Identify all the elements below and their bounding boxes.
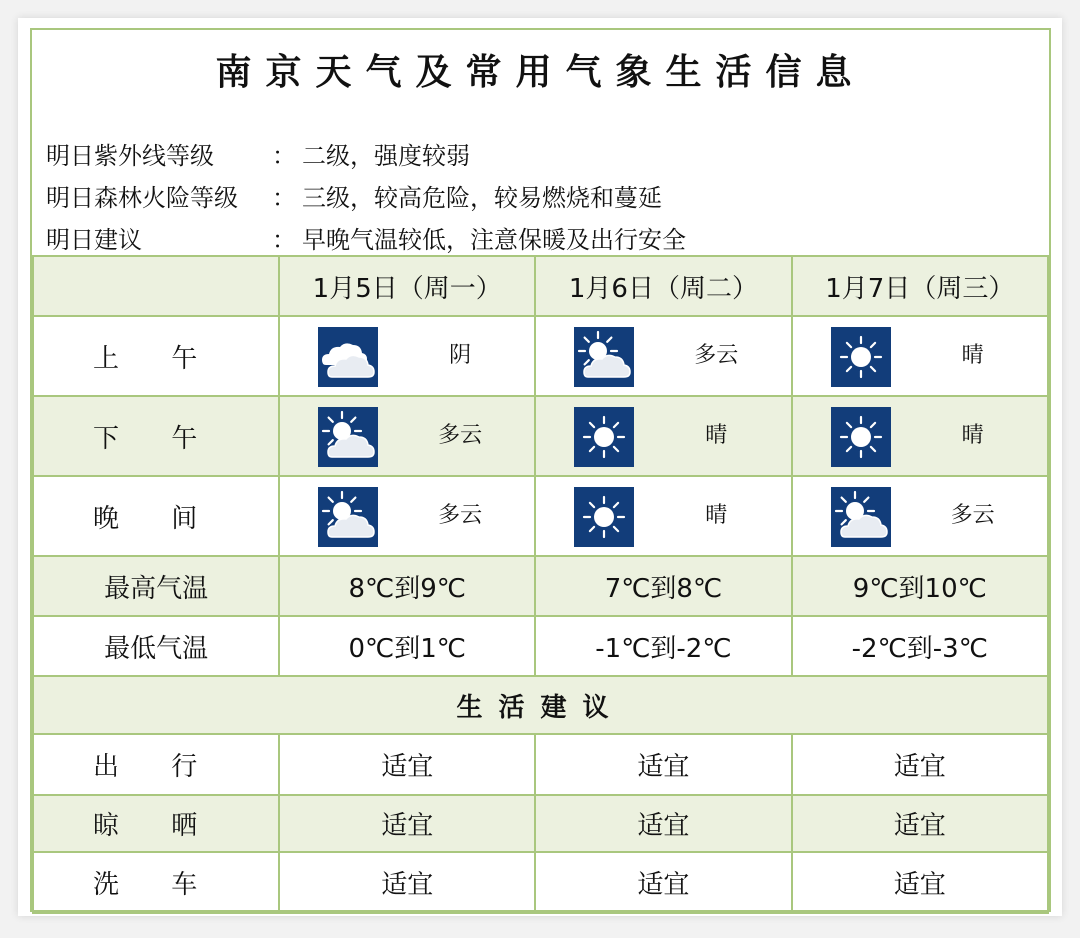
weather-entry: [793, 317, 1047, 395]
weather-frame: [30, 28, 1051, 912]
period-label: 晚 间: [33, 476, 279, 556]
section-title: 生活建议: [33, 676, 1048, 734]
weather-entry: [280, 477, 534, 555]
temp-label: 最高气温: [33, 556, 279, 616]
weather-cell: [279, 476, 535, 556]
temp-value: 0℃到1℃: [279, 616, 535, 676]
weather-cell: [279, 316, 535, 396]
info-colon: ：: [272, 142, 296, 170]
weather-text: 阴: [449, 343, 472, 368]
sunny-icon: [574, 487, 634, 547]
weather-cell: [792, 316, 1048, 396]
info-value: 早晚气温较低，注意保暖及出行安全: [302, 226, 686, 254]
date-header-row: [33, 256, 1048, 316]
weather-text: 多云: [950, 503, 995, 528]
info-label: 明日森林火险等级: [46, 184, 238, 212]
info-value: 二级，强度较弱: [302, 142, 470, 170]
partly-cloudy-icon: [831, 487, 891, 547]
temp-label: 最低气温: [33, 616, 279, 676]
weather-text: 晴: [961, 343, 984, 368]
weather-cell: [535, 396, 791, 476]
info-value: 三级，较高危险，较易燃烧和蔓延: [302, 184, 662, 212]
advice-value: 适宜: [535, 734, 791, 795]
advice-value: 适宜: [792, 795, 1048, 852]
temp-value: 7℃到8℃: [535, 556, 791, 616]
temp-value: -2℃到-3℃: [792, 616, 1048, 676]
max-temp-row: [33, 556, 1048, 616]
cloudy-icon: [318, 327, 378, 387]
advice-row-travel: [33, 734, 1048, 795]
advice-value: 适宜: [535, 852, 791, 913]
weather-entry: [536, 477, 790, 555]
weather-entry: [536, 397, 790, 475]
weather-entry: [280, 397, 534, 475]
weather-text: 晴: [961, 423, 984, 448]
partly-cloudy-icon: [318, 407, 378, 467]
advice-value: 适宜: [279, 795, 535, 852]
weather-entry: [793, 397, 1047, 475]
period-label: 上 午: [33, 316, 279, 396]
weather-entry: [280, 317, 534, 395]
advice-label: 晾 晒: [33, 795, 279, 852]
info-colon: ：: [272, 184, 296, 212]
date-cell: 1月7日（周三）: [792, 256, 1048, 316]
sunny-icon: [831, 327, 891, 387]
corner-cell: [33, 256, 279, 316]
weather-entry: [536, 317, 790, 395]
page-title: 南京天气及常用气象生活信息: [215, 52, 866, 93]
temp-value: -1℃到-2℃: [535, 616, 791, 676]
info-label: 明日紫外线等级: [46, 142, 214, 170]
weather-cell: [535, 476, 791, 556]
weather-cell: [792, 476, 1048, 556]
weather-text: 晴: [705, 423, 728, 448]
period-row-afternoon: [33, 396, 1048, 476]
weather-text: 多云: [438, 503, 483, 528]
sunny-icon: [574, 407, 634, 467]
advice-value: 适宜: [792, 852, 1048, 913]
weather-card: [18, 18, 1062, 916]
period-row-evening: [33, 476, 1048, 556]
info-colon: ：: [272, 226, 296, 254]
forecast-table: [32, 255, 1049, 914]
weather-text: 多云: [694, 343, 739, 368]
section-header-row: [33, 676, 1048, 734]
weather-text: 晴: [705, 503, 728, 528]
advice-value: 适宜: [535, 795, 791, 852]
advice-value: 适宜: [279, 734, 535, 795]
partly-cloudy-icon: [318, 487, 378, 547]
date-cell: 1月5日（周一）: [279, 256, 535, 316]
period-row-morning: [33, 316, 1048, 396]
advice-value: 适宜: [279, 852, 535, 913]
weather-cell: [792, 396, 1048, 476]
sunny-icon: [831, 407, 891, 467]
period-label: 下 午: [33, 396, 279, 476]
advice-value: 适宜: [792, 734, 1048, 795]
min-temp-row: [33, 616, 1048, 676]
weather-cell: [535, 316, 791, 396]
weather-entry: [793, 477, 1047, 555]
weather-text: 多云: [438, 423, 483, 448]
advice-label: 出 行: [33, 734, 279, 795]
advice-row-carwash: [33, 852, 1048, 913]
info-label: 明日建议: [46, 226, 142, 254]
advice-label: 洗 车: [33, 852, 279, 913]
date-cell: 1月6日（周二）: [535, 256, 791, 316]
temp-value: 9℃到10℃: [792, 556, 1048, 616]
advice-row-drying: [33, 795, 1048, 852]
partly-cloudy-icon: [574, 327, 634, 387]
weather-cell: [279, 396, 535, 476]
temp-value: 8℃到9℃: [279, 556, 535, 616]
